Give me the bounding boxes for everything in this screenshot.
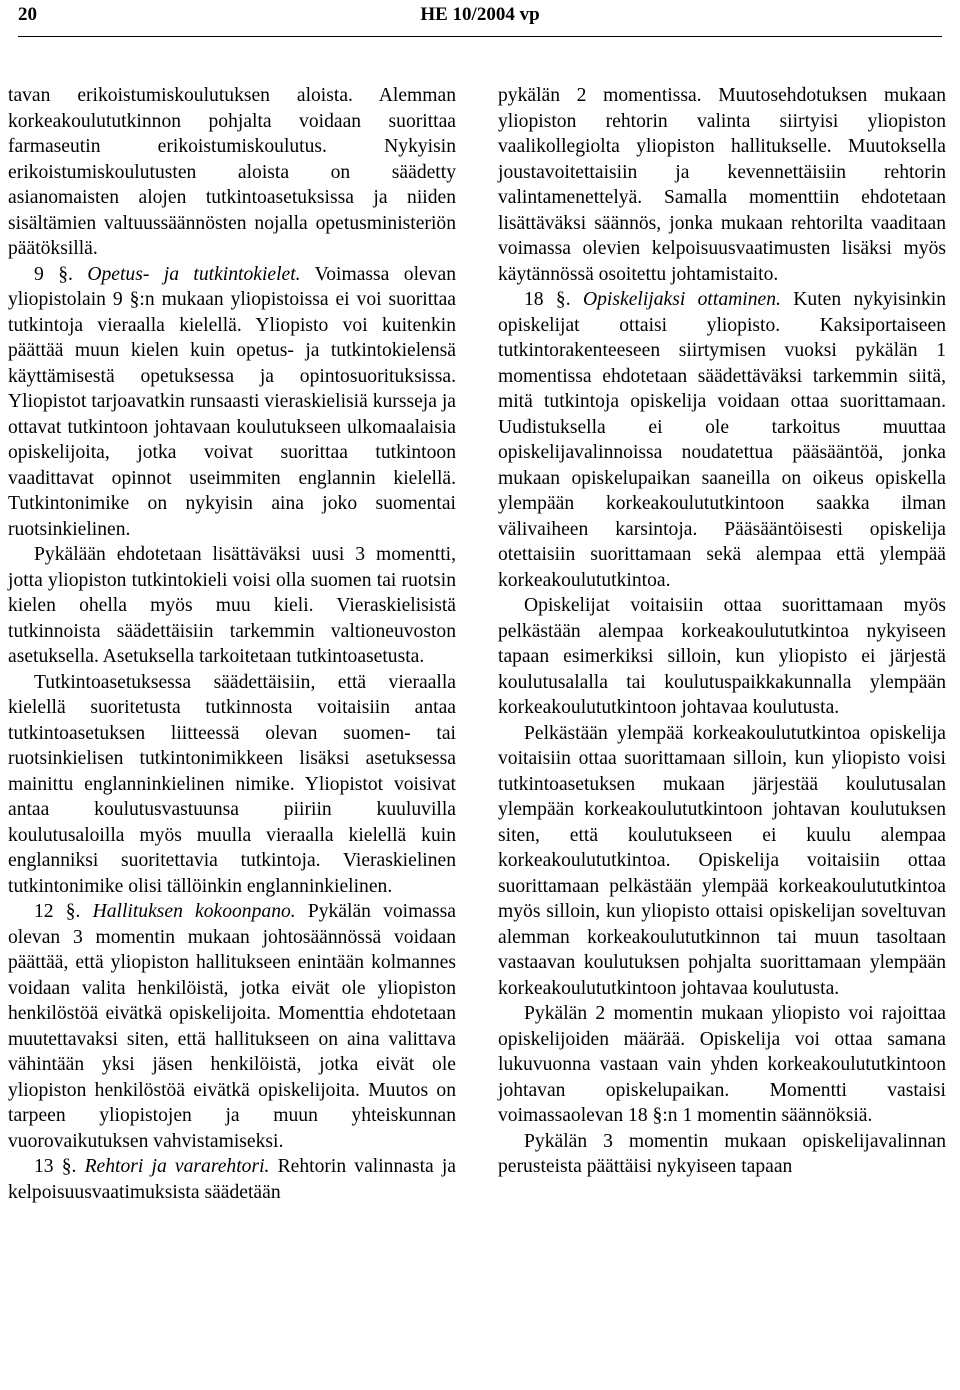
section-number: 12 §. <box>34 901 81 922</box>
header-rule <box>18 36 942 37</box>
paragraph: Pykälän 2 momentin mukaan yliopisto voi rajoittaa opiskelijoiden määrää. Opiskelija voi ottaa samana lukuvuonna vastaan vain yhden korkeakoulututkintoon johtavan opiskelupaikan. Momentti vastaisi voimassaolevan 18 §:n 1 momentin säännöksiä. <box>498 1003 946 1126</box>
section-text: Voimassa olevan yliopistolain 9 §:n mukaan yliopistoissa ei voi suorittaa tutkintoja vieraalla kielellä. Yliopisto voi kuitenkin päättää muun kielen kuin opetus- ja tutkintokielensä käyttämisestä opetuksessa ja opintosuorituksissa. Yliopistot tarjoavatkin runsaasti vieraskielisiä kursseja ja ottavat tutkintoon johtavaan koulutukseen ulkomaalaisia opiskelijoita, jotka voivat suorittaa tutkintoon vaadittavat opinnot useimmiten englannin kielellä. Tutkintonimike on nykyisin aina joko suomentai ruotsinkielinen. <box>8 263 457 540</box>
section-13-paragraph <box>8 1154 456 1205</box>
page-number: 20 <box>18 4 37 25</box>
section-title: Rehtori ja vararehtori. <box>84 1156 270 1177</box>
section-text: Rehtorin valinnasta ja kelpoisuusvaatimuksista säädetään <box>8 1156 457 1203</box>
paragraph: Pelkästään ylempää korkeakoulututkintoa opiskelija voitaisiin ottaa suorittamaan silloin, kun yliopisto voisi tutkintoasetuksen mukaan järjestää koulutusalan ylempään korkeakoulututkintoon johtavan koulutuksen siten, että koulutukseen ei kuulu alempaa korkeakoulututkintoa. Opiskelija voitaisiin ottaa suorittamaan pelkästään ylempää korkeakoulututkintoa myös silloin, kun yliopisto ottaisi opiskelijan soveltuvan alemman korkeakoulututkinnon tai muun tasoltaan vastaavan koulutuksen pohjalta suorittamaan ylempään korkeakoulututkintoon johtavaa koulutusta. <box>498 722 946 999</box>
page-header <box>18 0 942 36</box>
section-number: 18 §. <box>524 289 571 310</box>
paragraph: pykälän 2 momentissa. Muutosehdotuksen mukaan yliopiston rehtorin valinta siirtyisi yliopiston vaalikollegiolta yliopiston hallitukselle. Muutoksella joustavoitettaisiin ja kevennettäisiin rehtorin valintamenettelyä. Samalla momenttiin ehdotetaan lisättäväksi säännös, jonka mukaan rehtorilta vaaditaan voimassa olevien kelpoisuusvaatimusten lisäksi myös käytännössä osoitettu johtamistaito. <box>498 85 946 285</box>
paragraph: tavan erikoistumiskoulutuksen aloista. Alemman korkeakoulututkinnon pohjalta voidaan suorittaa farmaseutin erikoistumiskoulutus. Nykyisin erikoistumiskoulutusten aloista on säädetty asianomaisten alojen tutkintoasetuksissa ja niiden sisältämien valtuussäännösten nojalla opetusministeriön päätöksillä. <box>8 85 456 259</box>
section-text: Pykälän voimassa olevan 3 momentin mukaan johtosäännössä voidaan päättää, että yliopiston hallitukseen enintään kolmannes voidaan valita henkilöistä, jotka eivät ole yliopiston henkilöstöä eivätkä opiskelijoita. Momenttia ehdotetaan muutettavaksi siten, että hallitukseen on aina valittava vähintään yksi jäsen henkilöistä, jotka eivät ole yliopiston henkilöstöä eivätkä opiskelijoita. Muutos on tarpeen yliopistojen ja muun yhteiskunnan vuorovaikutuksen vahvistamiseksi. <box>8 901 457 1152</box>
section-9-paragraph <box>8 262 456 543</box>
paragraph: Tutkintoasetuksessa säädettäisiin, että vieraalla kielellä suoritetusta tutkinnosta voitaisiin antaa tutkintoasetuksen liitteessä olevan suomen- tai ruotsinkielisen tutkintonimikkeen lisäksi asetuksessa mainittu englanninkielinen nimike. Yliopistot voisivat antaa koulutusvastuunsa piiriin kuuluvilla koulutusaloilla myös muulla vieraalla kielellä kuin englanniksi suoritettavia tutkintoja. Vieraskielinen tutkintonimike olisi tällöinkin englanninkielinen. <box>8 671 456 897</box>
paragraph: Pykälän 3 momentin mukaan opiskelijavalinnan perusteista päättäisi nykyiseen tapaan <box>498 1130 946 1177</box>
section-title: Opetus- ja tutkintokielet. <box>87 263 301 285</box>
paragraph: Opiskelijat voitaisiin ottaa suorittamaan myös pelkästään alempaa korkeakoulututkintoa nykyiseen tapaan esimerkiksi silloin, kun yliopisto ei järjestä koulutusalalla tai koulutuspaikkakunnalla ylempään korkeakoulututkintoon johtavaa koulutusta. <box>498 595 946 718</box>
left-column <box>8 83 456 1205</box>
section-number: 9 §. <box>34 263 73 285</box>
section-18-paragraph <box>498 287 946 593</box>
section-title: Opiskelijaksi ottaminen. <box>582 289 781 310</box>
section-title: Hallituksen kokoonpano. <box>92 901 296 922</box>
section-12-paragraph <box>8 899 456 1154</box>
section-number: 13 §. <box>34 1156 77 1177</box>
document-id: HE 10/2004 vp <box>420 4 540 25</box>
right-column <box>498 83 946 1180</box>
section-text: Kuten nykyisinkin opiskelijat ottaisi yliopisto. Kaksiportaiseen tutkintorakenteeseen siirtymisen vuoksi pykälän 1 momentissa ehdotetaan säädettäväksi tarkemmin siitä, mitä tutkintoja opiskelija voidaan ottaa suorittamaan. Uudistuksella ei ole tarkoitus muuttaa opiskelijavalinnoissa noudatettua pääsääntöä, jonka mukaan opiskelupaikan saaneilla on oikeus opiskella ylempään korkeakoulututkintoon saakka ilman välivaiheen karsintoja. Pääsääntöisesti opiskelija otettaisiin suorittamaan sekä alempaa että ylempää korkeakoulututkintoa. <box>498 289 947 591</box>
paragraph: Pykälään ehdotetaan lisättäväksi uusi 3 momentti, jotta yliopiston tutkintokieli voisi olla suomen tai ruotsin kielen ohella myös muu kieli. Vieraskielisistä tutkinnoista säädettäisiin tarkemmin valtioneuvoston asetuksella. Asetuksella tarkoitetaan tutkintoasetusta. <box>8 544 456 667</box>
